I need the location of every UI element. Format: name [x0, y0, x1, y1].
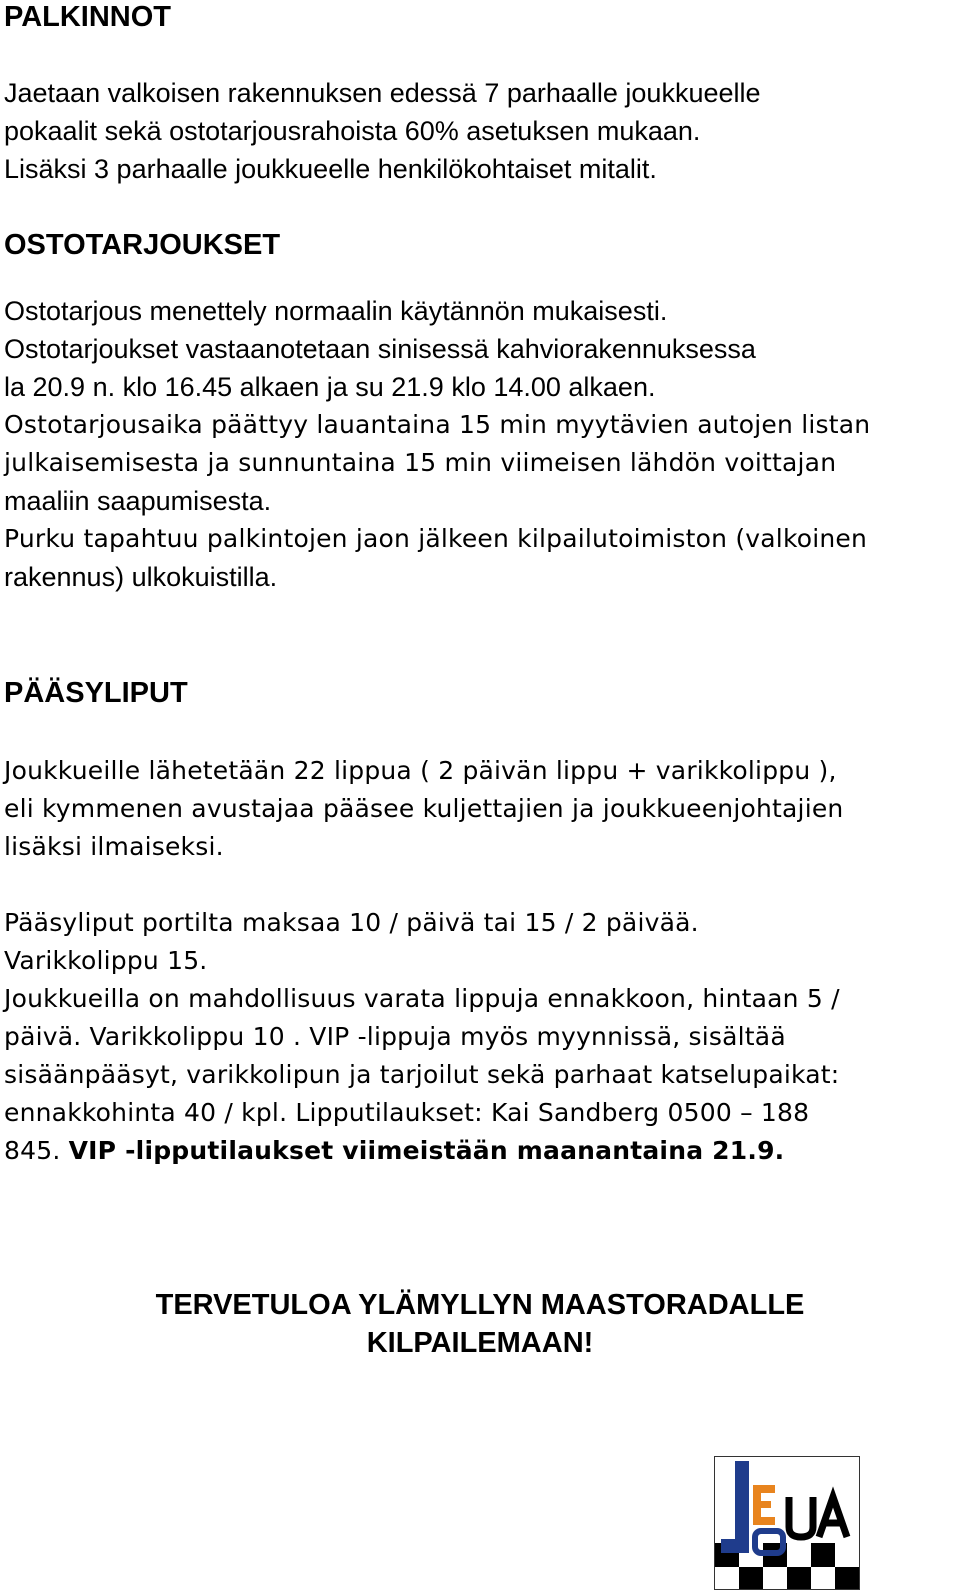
tickets-last-prefix: 845. — [4, 1136, 61, 1165]
tickets-line: sisäänpääsyt, varikkolipun ja tarjoilut sekä parhaat katselupaikat: — [4, 1060, 840, 1089]
tickets-line: Joukkueilla on mahdollisuus varata lippuja ennakkoon, hintaan 5 / — [4, 984, 840, 1013]
prizes-line: Jaetaan valkoisen rakennuksen edessä 7 parhaalle joukkueelle — [4, 78, 761, 108]
prizes-heading: PALKINNOT — [4, 1, 172, 33]
prizes-line: Lisäksi 3 parhaalle joukkueelle henkilökohtaiset mitalit. — [4, 154, 657, 184]
vip-deadline-notice: VIP -lipputilaukset viimeistään maanantaina 21.9 — [68, 1136, 775, 1165]
offers-line: maaliin saapumisesta. — [4, 486, 272, 516]
closing-line-2: KILPAILEMAAN! — [366, 1327, 594, 1359]
logo-j-letter — [721, 1461, 749, 1553]
organizer-logo — [714, 1456, 860, 1590]
offers-line: rakennus) ulkokuistilla. — [4, 562, 278, 592]
offers-line: la 20.9 n. klo 16.45 alkaen ja su 21.9 klo 14.00 alkaen. — [4, 372, 656, 402]
tickets-line: Pääsyliput portilta maksaa 10 / päivä tai 15 / 2 päivää. — [4, 908, 699, 937]
logo-a-letter — [819, 1497, 847, 1537]
tickets-line: päivä. Varikkolippu 10 . VIP -lippuja myös myynnissä, sisältää — [4, 1022, 786, 1051]
prizes-paragraph — [4, 74, 761, 188]
offers-line: Ostotarjousaika päättyy lauantaina 15 min myytävien autojen listan — [4, 410, 871, 439]
tickets-heading: PÄÄSYLIPUT — [4, 677, 188, 709]
offers-line: Purku tapahtuu palkintojen jaon jälkeen kilpailutoimiston (valkoinen — [4, 524, 868, 553]
offers-line: julkaisemisesta ja sunnuntaina 15 min viimeisen lähdön voittajan — [4, 448, 837, 477]
tickets-last-line — [4, 1132, 840, 1170]
logo-u-letter — [789, 1497, 813, 1537]
offers-line: Ostotarjoukset vastaanotetaan sinisessä kahviorakennuksessa — [4, 334, 756, 364]
offers-paragraph-b — [4, 406, 870, 596]
tickets-line: ennakkohinta 40 / kpl. Lipputilaukset: Kai Sandberg 0500 – 188 — [4, 1098, 810, 1127]
tickets-line: lisäksi ilmaiseksi. — [4, 832, 224, 861]
closing-line-1: TERVETULOA YLÄMYLLYN MAASTORADALLE — [155, 1289, 805, 1321]
tickets-line: Varikkolippu 15. — [4, 946, 208, 975]
offers-paragraph-a — [4, 292, 756, 406]
tickets-paragraph-2 — [4, 904, 840, 1170]
tickets-paragraph-1 — [4, 752, 843, 866]
vip-deadline-suffix: . — [774, 1136, 785, 1165]
prizes-line: pokaalit sekä ostotarjousrahoista 60% asetuksen mukaan. — [4, 116, 701, 146]
offers-heading: OSTOTARJOUKSET — [4, 229, 281, 261]
logo-e-letter — [753, 1485, 775, 1525]
logo-graphic — [715, 1457, 860, 1590]
tickets-line: Joukkueille lähetetään 22 lippua ( 2 päivän lippu + varikkolippu ), — [4, 756, 837, 785]
closing-message — [0, 1286, 960, 1362]
tickets-line: eli kymmenen avustajaa pääsee kuljettajien ja joukkueenjohtajien — [4, 794, 844, 823]
offers-line: Ostotarjous menettely normaalin käytännön mukaisesti. — [4, 296, 668, 326]
